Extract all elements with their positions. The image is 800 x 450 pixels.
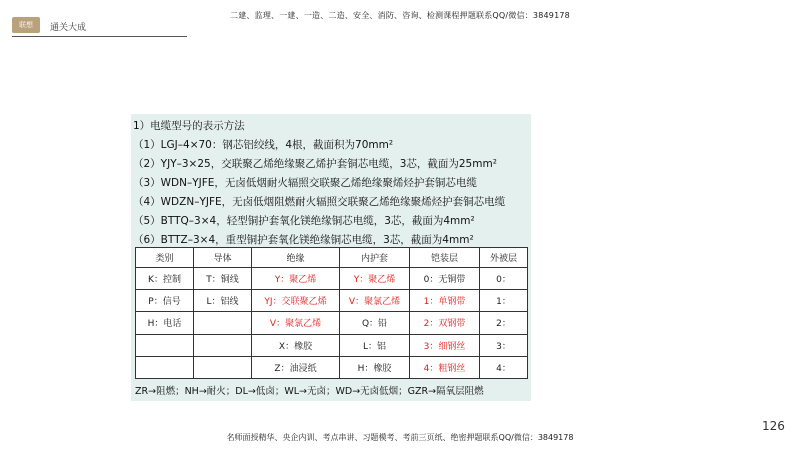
table-cell: K：控制	[136, 268, 194, 290]
cable-designation-list	[133, 117, 528, 250]
table-row	[136, 268, 528, 290]
section-heading: 1）电缆型号的表示方法	[133, 120, 245, 132]
table-cell: V：聚氯乙烯	[340, 290, 410, 312]
table-cell: 2：	[480, 312, 528, 334]
table-cell: Q：铅	[340, 312, 410, 334]
table-cell: H：电话	[136, 312, 194, 334]
list-item: （1）LGJ–4×70：钢芯铝绞线，4根，截面积为70mm²	[133, 139, 394, 151]
table-cell: 0：无铜带	[410, 268, 480, 290]
table-cell: H：橡胶	[340, 356, 410, 378]
top-banner: 二建、监理、一建、一造、二造、安全、消防、咨询、检测课程押题联系QQ/微信：3849178	[230, 11, 570, 20]
table-cell	[194, 334, 252, 356]
column-header: 类别	[136, 248, 194, 268]
table-cell: 1：	[480, 290, 528, 312]
table-row	[136, 356, 528, 378]
page-number: 126	[762, 419, 785, 433]
table-row	[136, 312, 528, 334]
table-cell	[136, 334, 194, 356]
table-cell: L：铝	[340, 334, 410, 356]
column-header: 内护套	[340, 248, 410, 268]
bottom-banner: 名师面授精华、央企内训、考点串讲、习题模考、考前三页纸、绝密押题联系QQ/微信：3849178	[226, 433, 574, 442]
list-item: （5）BTTQ–3×4，轻型铜护套氧化镁绝缘铜芯电缆，3芯，截面为4mm²	[133, 215, 475, 227]
table-cell: Y：聚乙烯	[252, 268, 340, 290]
table-cell: V：聚氯乙烯	[252, 312, 340, 334]
table-cell	[194, 312, 252, 334]
list-item: （4）WDZN–YJFE，无卤低烟阻燃耐火辐照交联聚乙烯绝缘聚烯烃护套铜芯电缆	[133, 196, 506, 208]
table-cell: X：橡胶	[252, 334, 340, 356]
header-divider	[12, 36, 187, 37]
table-cell: Z：油浸纸	[252, 356, 340, 378]
column-header: 外被层	[480, 248, 528, 268]
table-cell: YJ：交联聚乙烯	[252, 290, 340, 312]
list-item: （2）YJY–3×25，交联聚乙烯绝缘聚乙烯护套铜芯电缆，3芯，截面为25mm²	[133, 158, 497, 170]
table-row	[136, 334, 528, 356]
table-cell: 1：单钢带	[410, 290, 480, 312]
column-header: 铠装层	[410, 248, 480, 268]
table-cell: 0：	[480, 268, 528, 290]
logo: 联想	[12, 17, 40, 33]
table-header-row	[136, 248, 528, 268]
table-cell: 3：细钢丝	[410, 334, 480, 356]
table-cell: 4：	[480, 356, 528, 378]
table-cell	[136, 356, 194, 378]
cable-code-table	[135, 247, 528, 379]
table-cell: L：铝线	[194, 290, 252, 312]
column-header: 绝缘	[252, 248, 340, 268]
table-cell	[194, 356, 252, 378]
table-row	[136, 290, 528, 312]
table-cell: T：铜线	[194, 268, 252, 290]
brand-name: 通关大成	[50, 23, 87, 33]
table-cell: 4：粗钢丝	[410, 356, 480, 378]
column-header: 导体	[194, 248, 252, 268]
table-cell: 3：	[480, 334, 528, 356]
list-item: （6）BTTZ–3×4，重型铜护套氧化镁绝缘铜芯电缆，3芯，截面为4mm²	[133, 234, 474, 246]
table-cell: Y：聚乙烯	[340, 268, 410, 290]
table-cell: P：信号	[136, 290, 194, 312]
list-item: （3）WDN–YJFE，无卤低烟耐火辐照交联聚乙烯绝缘聚烯烃护套铜芯电缆	[133, 177, 477, 189]
abbreviation-footnote: ZR→阻燃；NH→耐火；DL→低卤；WL→无卤；WD→无卤低烟；GZR→隔氧层阻燃	[135, 386, 484, 397]
table-cell: 2：双钢带	[410, 312, 480, 334]
